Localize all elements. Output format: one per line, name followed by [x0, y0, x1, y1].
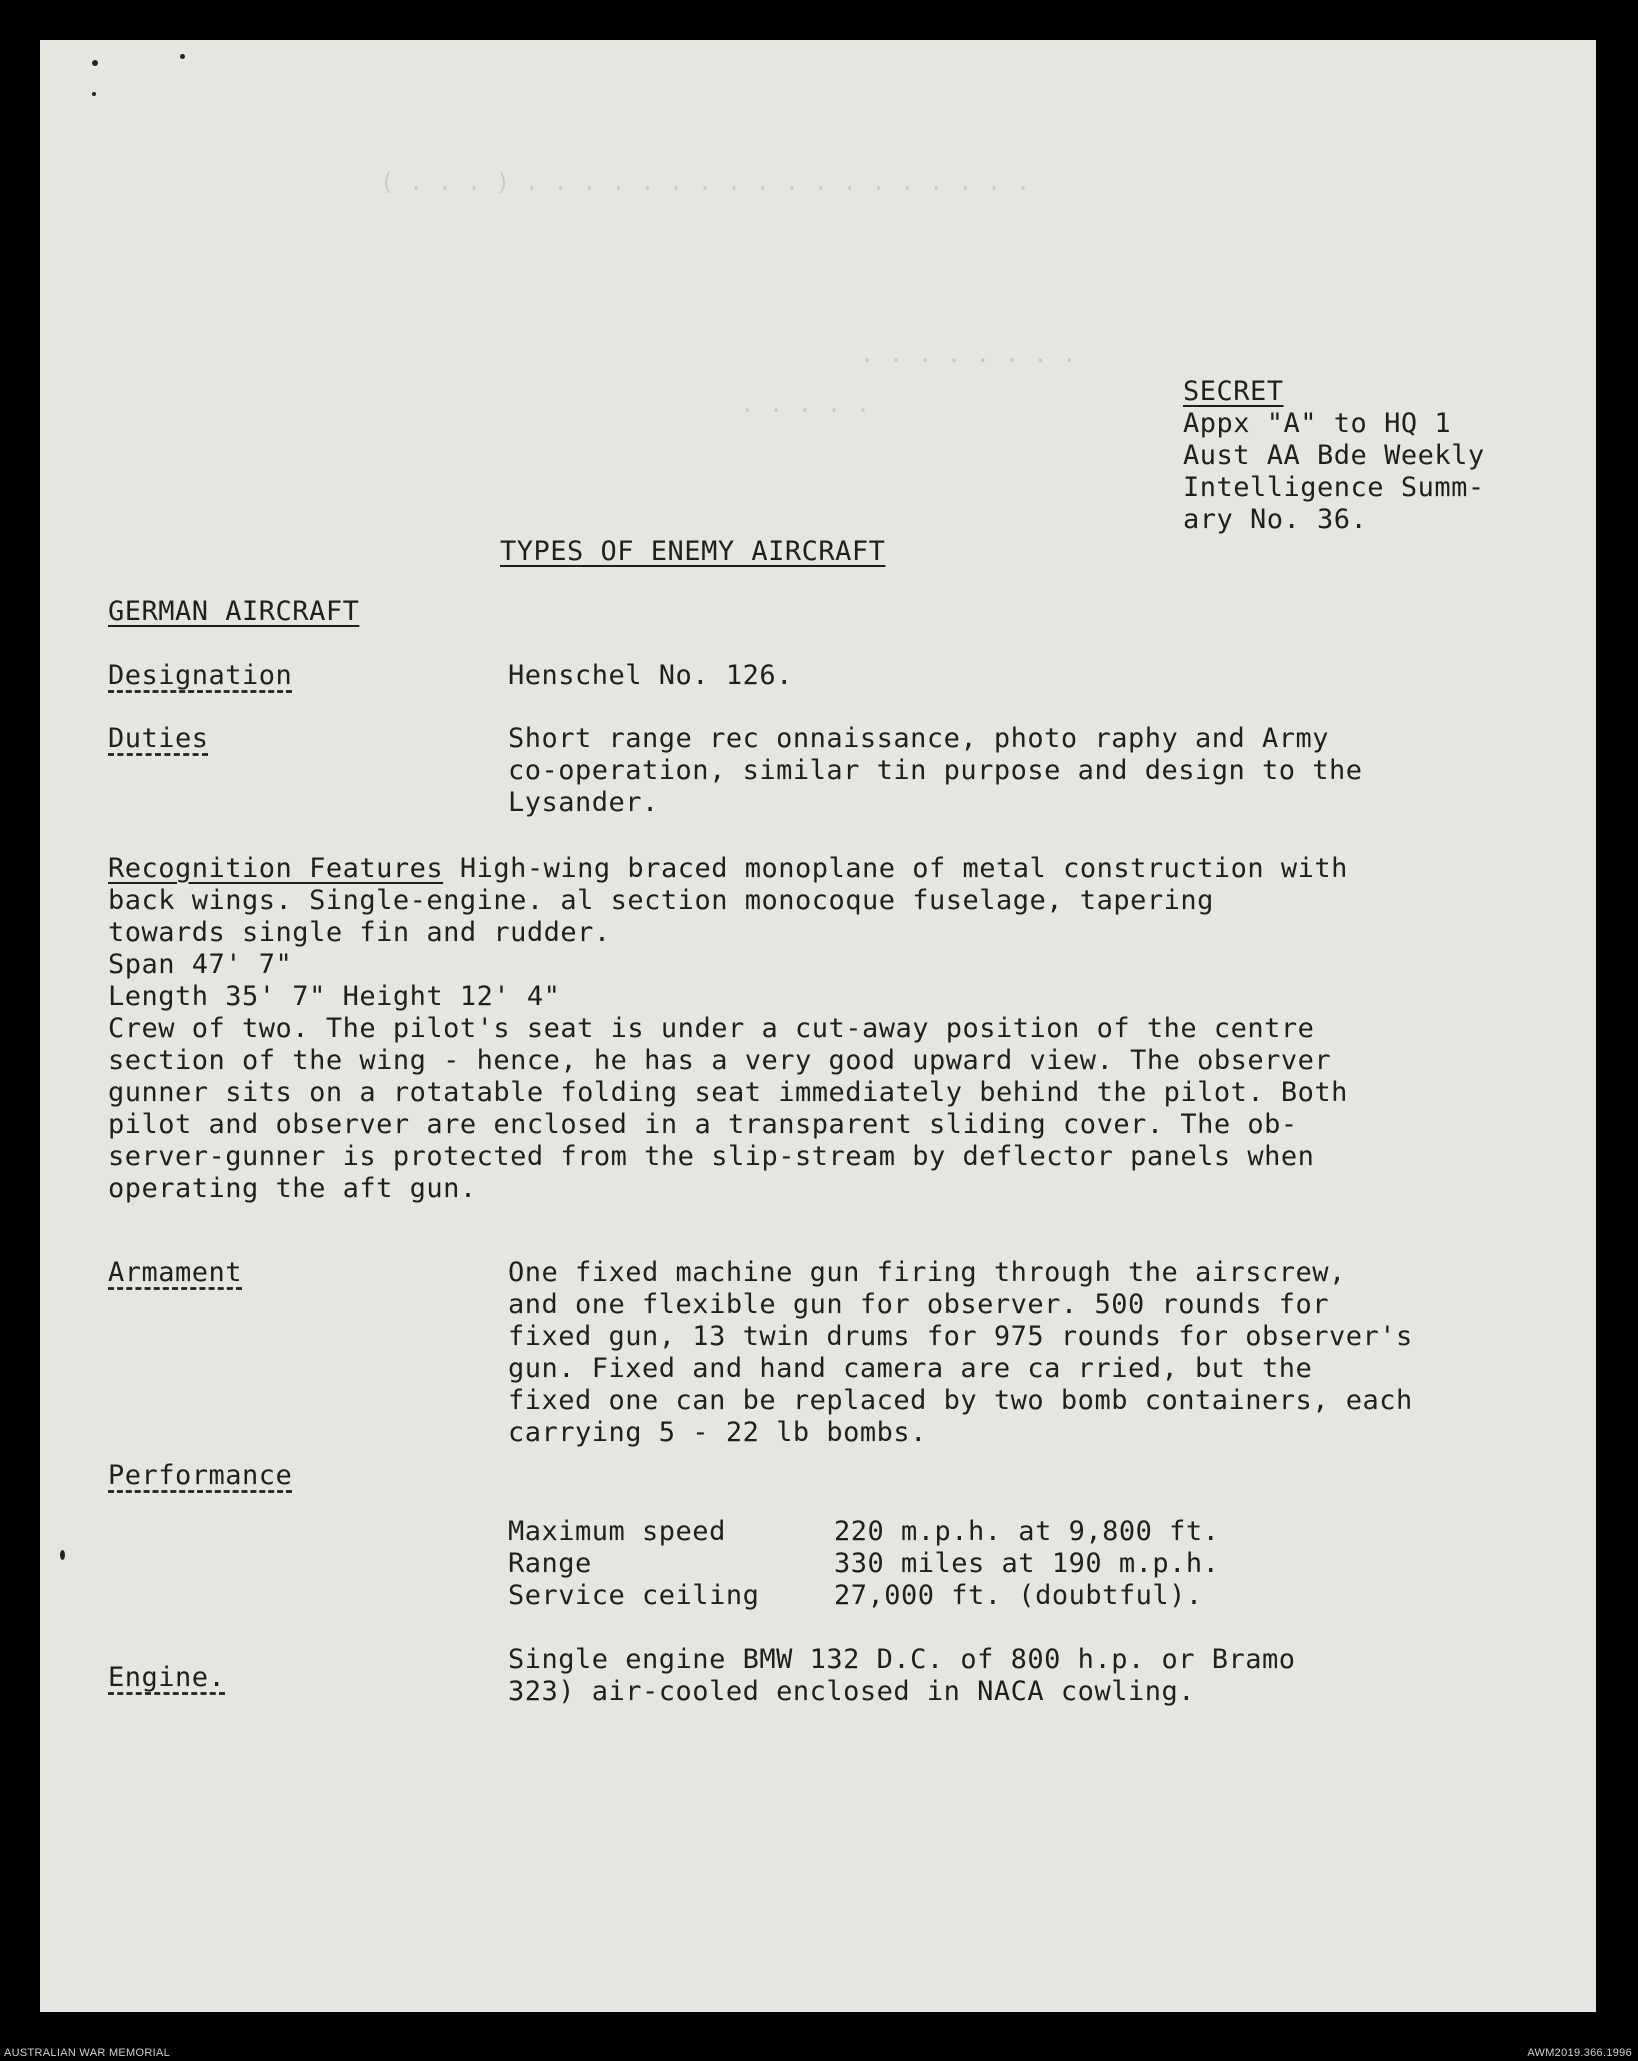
- ink-speck: [60, 1550, 65, 1560]
- designation-value: Henschel No. 126.: [508, 660, 793, 691]
- appendix-line: ary No. 36.: [1183, 504, 1368, 535]
- performance-row: [508, 1548, 1219, 1580]
- ink-speck: [92, 92, 96, 96]
- armament-line: and one flexible gun for observer. 500 rounds for: [508, 1289, 1330, 1320]
- recognition-line: server-gunner is protected from the slip-stream by deflector panels when: [108, 1141, 1315, 1172]
- recognition-line: gunner sits on a rotatable folding seat immediately behind the pilot. Both: [108, 1077, 1348, 1108]
- duties-text: [508, 723, 1578, 819]
- recognition-first-line: [108, 853, 1578, 885]
- engine-line: 323) air-cooled enclosed in NACA cowling.: [508, 1676, 1195, 1707]
- recognition-features-block: [108, 853, 1578, 1205]
- recognition-line: High-wing braced monoplane of metal construction with: [459, 853, 1348, 884]
- performance-value: 330 miles at 190 m.p.h.: [834, 1548, 1220, 1579]
- performance-table: [508, 1516, 1219, 1612]
- engine-line: Single engine BMW 132 D.C. of 800 h.p. or Bramo: [508, 1644, 1296, 1675]
- armament-line: carrying 5 - 22 lb bombs.: [508, 1417, 927, 1448]
- document-page: [40, 40, 1596, 2012]
- document-title: TYPES OF ENEMY AIRCRAFT: [500, 536, 886, 567]
- performance-key: Range: [508, 1548, 592, 1579]
- engine-label: Engine.: [108, 1662, 226, 1693]
- duties-line: Short range rec onnaissance, photo raphy and Army: [508, 723, 1330, 754]
- bleed-through-text: . . . . .: [740, 390, 871, 418]
- recognition-line: Span 47' 7": [108, 949, 293, 980]
- classification-label: SECRET: [1183, 376, 1284, 407]
- engine-text: [508, 1644, 1578, 1708]
- recognition-line: pilot and observer are enclosed in a transparent sliding cover. The ob-: [108, 1109, 1298, 1140]
- recognition-line: section of the wing - hence, he has a very good upward view. The observer: [108, 1045, 1332, 1076]
- armament-line: fixed gun, 13 twin drums for 975 rounds for observer's: [508, 1321, 1413, 1352]
- classification-block: [1183, 376, 1583, 536]
- recognition-line: Length 35' 7" Height 12' 4": [108, 981, 561, 1012]
- duties-label: Duties: [108, 723, 209, 754]
- armament-line: fixed one can be replaced by two bomb containers, each: [508, 1385, 1413, 1416]
- armament-text: [508, 1257, 1578, 1449]
- section-heading: GERMAN AIRCRAFT: [108, 596, 360, 627]
- recognition-line: towards single fin and rudder.: [108, 917, 611, 948]
- performance-label: Performance: [108, 1460, 293, 1491]
- appendix-line: Aust AA Bde Weekly: [1183, 440, 1485, 471]
- armament-line: gun. Fixed and hand camera are ca rried, but the: [508, 1353, 1313, 1384]
- recognition-line: operating the aft gun.: [108, 1173, 477, 1204]
- recognition-line: Crew of two. The pilot's seat is under a cut-away position of the centre: [108, 1013, 1315, 1044]
- appendix-line: Appx "A" to HQ 1: [1183, 408, 1452, 439]
- appendix-line: Intelligence Summ-: [1183, 472, 1485, 503]
- performance-row: [508, 1580, 1219, 1612]
- ink-speck: [180, 54, 185, 59]
- performance-row: [508, 1516, 1219, 1548]
- bleed-through-text: . . . . . . . .: [860, 340, 1077, 368]
- duties-line: Lysander.: [508, 787, 659, 818]
- designation-label: Designation: [108, 660, 293, 691]
- recognition-label: Recognition Features: [108, 853, 444, 884]
- bleed-through-text: ( . . . ) . . . . . . . . . . . . . . . . . .: [380, 168, 1031, 196]
- armament-line: One fixed machine gun firing through the airscrew,: [508, 1257, 1346, 1288]
- performance-key: Maximum speed: [508, 1516, 726, 1547]
- duties-line: co-operation, similar tin purpose and design to the: [508, 755, 1363, 786]
- footer-archive-id: AWM2019.366.1996: [1527, 2047, 1632, 2059]
- armament-label: Armament: [108, 1257, 243, 1288]
- performance-key: Service ceiling: [508, 1580, 760, 1611]
- performance-value: 220 m.p.h. at 9,800 ft.: [834, 1516, 1220, 1547]
- ink-speck: [92, 60, 98, 66]
- recognition-line: back wings. Single-engine. al section monocoque fuselage, tapering: [108, 885, 1214, 916]
- performance-value: 27,000 ft. (doubtful).: [834, 1580, 1203, 1611]
- footer-archive-name: AUSTRALIAN WAR MEMORIAL: [4, 2047, 171, 2059]
